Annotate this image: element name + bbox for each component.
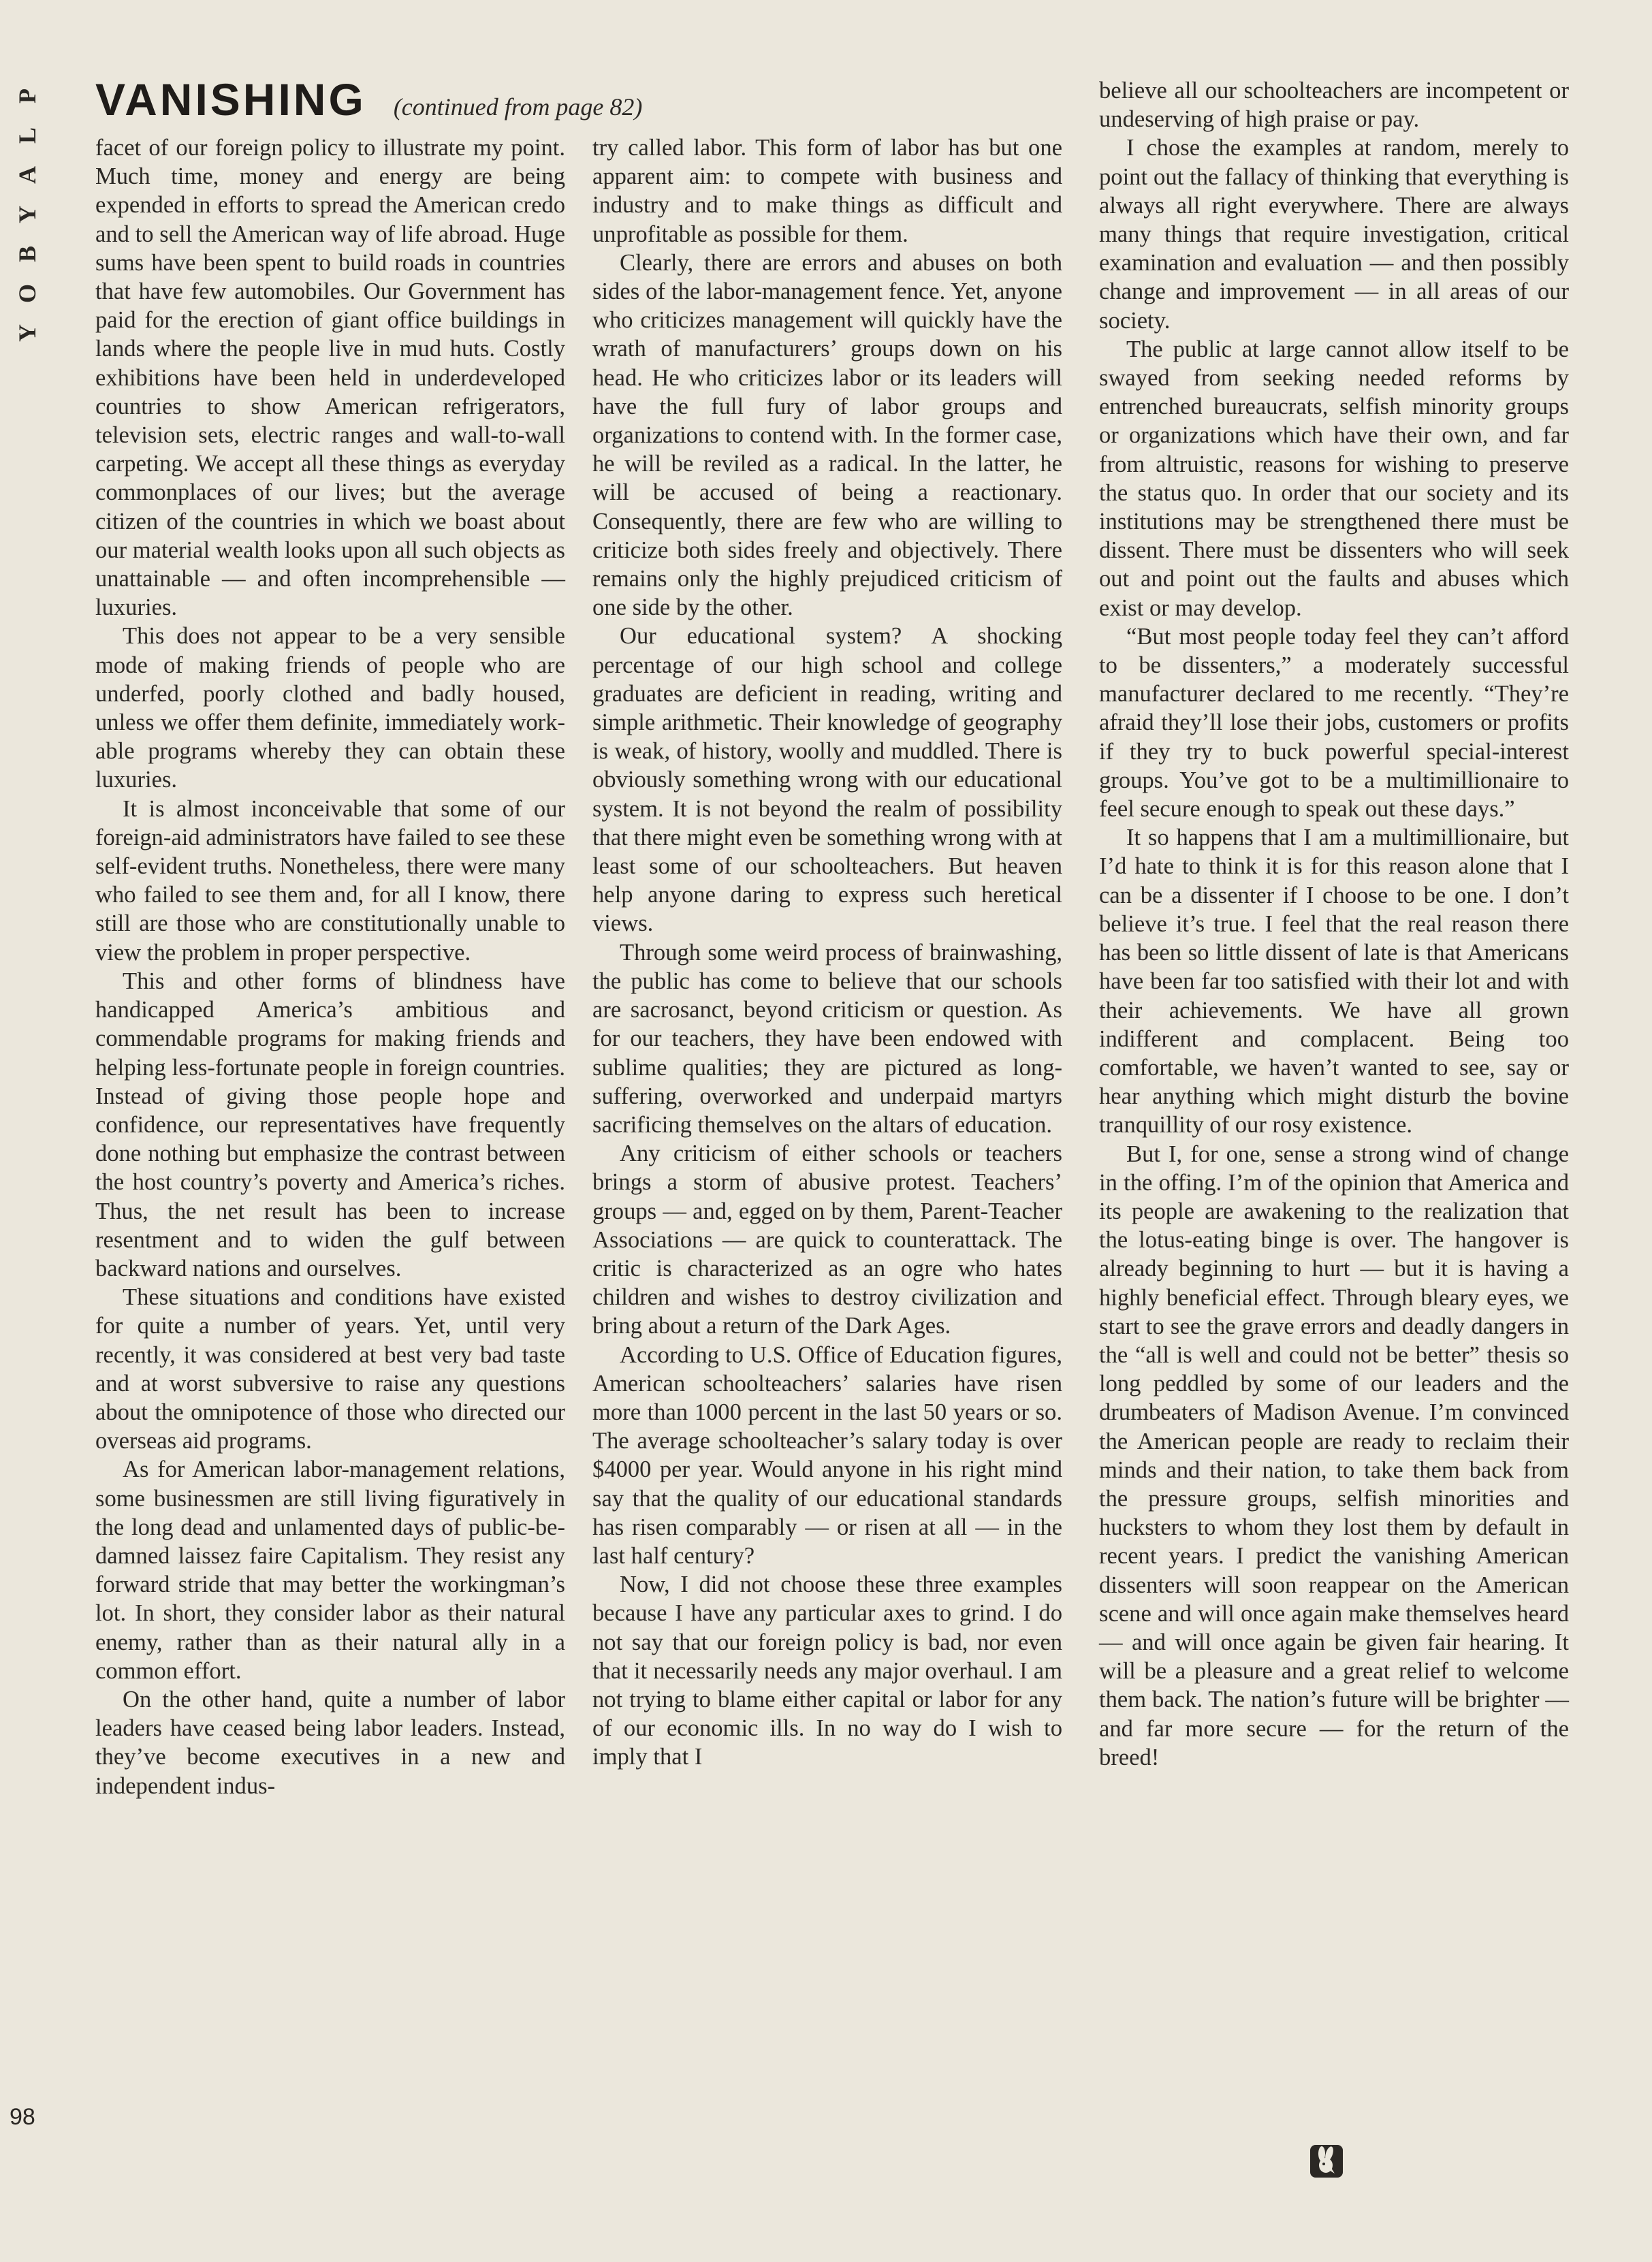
paragraph: It is almost inconceivable that some of our foreign-aid administrators have failed to see these self-evident truths. Nonetheless, there were many who failed to see them and, for all I know, there still are those who are constitutionally unable to view the problem in proper perspective. <box>95 795 565 966</box>
paragraph: Through some weird process of brainwashing, the public has come to believe that our schools are sacrosanct, beyond criticism or question. As for our teachers, they have been endowed with sublime qualities; they are pictured as long-suffering, overworked and underpaid martyrs sacrificing themselves on the altars of education. <box>592 939 1062 1138</box>
paragraph: But I, for one, sense a strong wind of change in the offing. I’m of the opinion that America and its people are awakening to the realization that the lotus-eating binge is over. The hangover is already beginning to hurt — but it is having a highly beneficial effect. Through bleary eyes, we start to see the grave errors and deadly dangers in the “all is well and could not be better” thesis so long peddled by some of our leaders and the drumbeaters of Madison Avenue. I’m convinced the American people are ready to reclaim their minds and their nation, to take them back from the pressure groups, selfish minorities and hucksters to whom they lost them by default in recent years. I predict the vanishing American dissenters will soon reappear on the American scene and will once again make themselves heard — and will once again be given fair hearing. It will be a pleasure and a great relief to welcome them back. The nation’s future will be brighter — and far more secure — for the return of the breed! <box>1099 1141 1569 1770</box>
paragraph: As for American labor-management relations, some businessmen are still living figuratively in the long dead and unlamented days of public-be-damned laissez faire Capitalism. They resist any forward stride that may better the workingman’s lot. In short, they consider labor as their natural enemy, rather than as their natural ally in a common effort. <box>95 1456 565 1684</box>
paragraph: facet of our foreign policy to illustrate my point. Much time, money and energy are being expended in efforts to spread the American credo and to sell the American way of life abroad. Huge sums have been spent to build roads in countries that have few automobiles. Our Government has paid for the erection of giant office buildings in lands where the people live in mud huts. Costly exhibitions have been held in underdeveloped countries to show American refrigerators, television sets, electric ranges and wall-to-wall carpeting. We accept all these things as everyday commonplaces of our lives; but the average citizen of the countries in which we boast about our material wealth looks upon all such objects as unattainable — and often incomprehensible — luxuries. <box>95 135 565 621</box>
paragraph: This does not appear to be a very sensible mode of making friends of people who are underfed, poorly clothed and badly housed, unless we offer them definite, immediately workable programs whereby they can obtain these luxuries. <box>95 623 565 793</box>
paragraph: “But most people today feel they can’t afford to be dissenters,” a moderately successful manufacturer declared to me recently. “They’re afraid they’ll lose their jobs, customers or profits if they try to buck powerful special-interest groups. You’ve got to be a multimillionaire to feel secure enough to speak out these days.” <box>1099 623 1569 823</box>
paragraph: Now, I did not choose these three examples because I have any particular axes to grind. I do not say that our foreign policy is bad, nor even that it necessarily needs any major overhaul. I am not trying to blame either capital or labor for any of our economic ills. In no way do I wish to imply that I <box>592 1572 1062 1770</box>
paragraph: On the other hand, quite a number of labor leaders have ceased being labor leaders. Instead, they’ve become executives in a new and independent indus- <box>95 1686 565 1799</box>
paragraph: These situations and conditions have existed for quite a number of years. Yet, until very recently, it was considered at best very bad taste and at worst subversive to raise any questions about the omnipotence of those who directed our overseas aid programs. <box>95 1284 565 1454</box>
article-title: VANISHING <box>95 74 366 125</box>
paragraph: believe all our schoolteachers are incompetent or undeserving of high praise or pay. <box>1099 78 1569 133</box>
paragraph: According to U.S. Office of Education figures, American schoolteachers’ salaries have risen more than 1000 percent in the last 50 years or so. The average schoolteacher’s salary today is over $4000 per year. Would anyone in his right mind say that the quality of our educational standards has risen comparably — or risen at all — in the last half century? <box>592 1341 1062 1569</box>
paragraph: try called labor. This form of labor has but one apparent aim: to compete with business and industry and to make things as difficult and unprofitable as possible for them. <box>592 135 1062 247</box>
text-column-2 <box>592 133 1062 1772</box>
page-number: 98 <box>10 2104 35 2130</box>
paragraph: The public at large cannot allow itself to be swayed from seeking needed reforms by entrenched bureaucrats, selfish minority groups or organizations which have their own, and far from altruistic, reasons for wishing to preserve the status quo. In order that our society and its institutions may be strengthened there must be dissent. There must be dissenters who will seek out and point out the faults and abuses which exist or may develop. <box>1099 336 1569 621</box>
text-column-1 <box>95 133 565 1800</box>
paragraph: Our educational system? A shocking percentage of our high school and college graduates are deficient in reading, writing and simple arithmetic. Their knowledge of geography is weak, of history, woolly and muddled. There is obviously something wrong with our educational system. It is not beyond the realm of possibility that there might even be something wrong with at least some of our schoolteachers. But heaven help anyone daring to express such heretical views. <box>592 623 1062 937</box>
article-headline <box>95 74 642 125</box>
continued-note: (continued from page 82) <box>393 93 643 121</box>
paragraph: Clearly, there are errors and abuses on both sides of the labor-management fence. Yet, anyone who criticizes management will quickly have the wrath of manufacturers’ groups down on his head. He who criticizes labor or its leaders will have the full fury of labor groups and organizations to contend with. In the former case, he will be reviled as a radical. In the latter, he will be accused of being a reactionary. Consequently, there are few who are willing to criticize both sides freely and objectively. There remains only the highly prejudiced criticism of one side by the other. <box>592 249 1062 621</box>
text-column-3 <box>1099 76 1569 1772</box>
paragraph: Any criticism of either schools or teachers brings a storm of abusive protest. Teachers’ groups — and, egged on by them, Parent-Teacher Associations — are quick to counterattack. The critic is characterized as an ogre who hates children and wishes to destroy civilization and bring about a return of the Dark Ages. <box>592 1141 1062 1339</box>
paragraph: It so happens that I am a multimillionaire, but I’d hate to think it is for this reason alone that I can be a dissenter if I choose to be one. I don’t believe it’s true. I feel that the real reason there has been so little dissent of late is that Americans have been far too satisfied with their lot and with their achievements. We have all grown indifferent and complacent. Being too comfortable, we haven’t wanted to see, say or hear anything which might disturb the bovine tranquillity of our rosy existence. <box>1099 825 1569 1138</box>
rabbit-head-icon <box>1309 2144 1344 2179</box>
magazine-spine-label: P L A Y B O Y <box>13 89 41 342</box>
paragraph: I chose the examples at random, merely to point out the fallacy of thinking that everything is always all right everywhere. There are always many things that require investigation, critical examination and evaluation — and then possibly change and improvement — in all areas of our society. <box>1099 135 1569 334</box>
paragraph: This and other forms of blindness have handicapped America’s ambitious and commendable programs for making friends and helping less-fortunate people in foreign countries. Instead of giving those people hope and confidence, our representatives have frequently done nothing but emphasize the contrast between the host country’s poverty and America’s riches. Thus, the net result has been to increase resentment and to widen the gulf between backward nations and ourselves. <box>95 968 565 1281</box>
